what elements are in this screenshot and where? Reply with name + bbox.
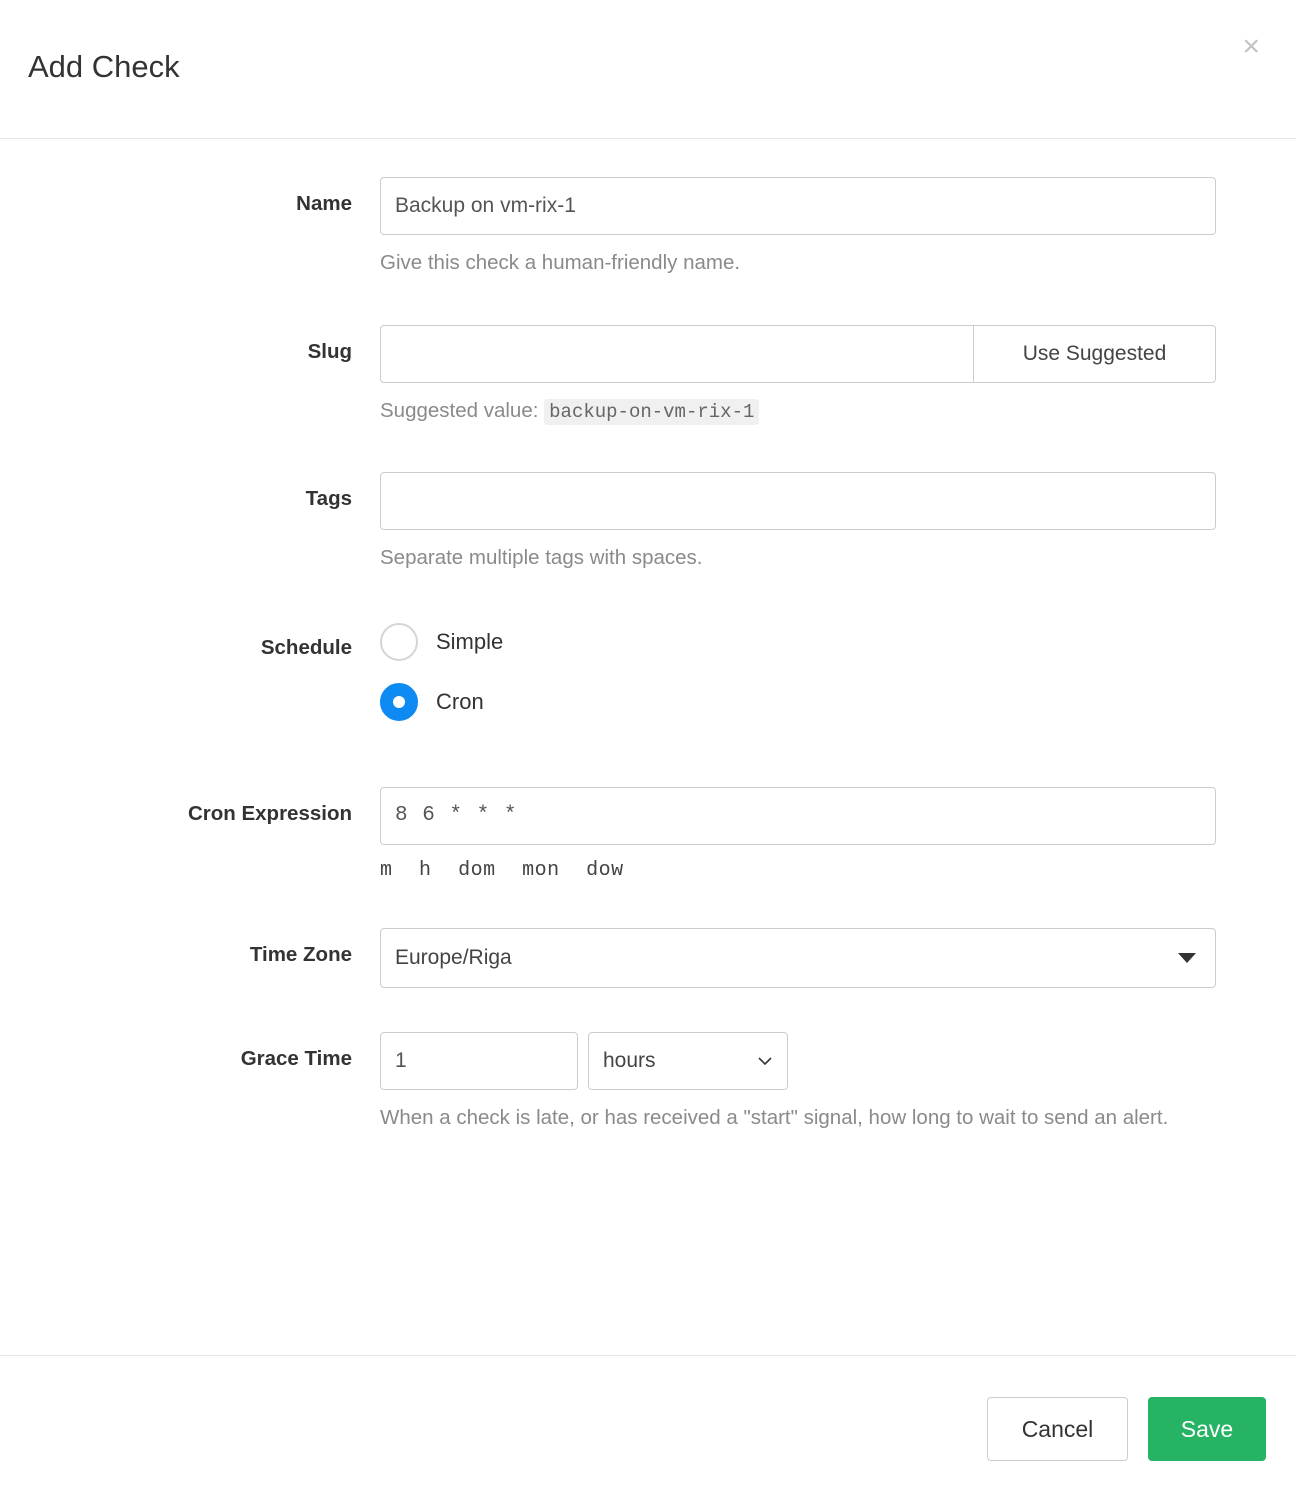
timezone-select-wrap xyxy=(380,928,1216,988)
slug-help-text xyxy=(380,396,1216,427)
tags-label: Tags xyxy=(305,487,352,511)
cron-expression-input[interactable] xyxy=(380,787,1216,845)
field-row-cron xyxy=(0,787,1296,882)
cron-legend-mon: mon xyxy=(522,858,560,882)
cron-legend-dow: dow xyxy=(586,858,624,882)
slug-input[interactable] xyxy=(380,325,973,383)
field-row-name xyxy=(0,177,1296,278)
field-row-timezone xyxy=(0,928,1296,988)
field-row-schedule xyxy=(0,623,1296,743)
slug-input-group xyxy=(380,325,1216,383)
cancel-button[interactable]: Cancel xyxy=(987,1397,1128,1461)
radio-cron-label: Cron xyxy=(436,688,484,714)
slug-suggested-value: backup-on-vm-rix-1 xyxy=(544,399,759,425)
page-title: Add Check xyxy=(28,49,180,84)
schedule-label: Schedule xyxy=(260,635,352,659)
timezone-control xyxy=(380,928,1216,988)
cron-legend-dom: dom xyxy=(458,858,496,882)
cron-legend-h: h xyxy=(419,858,432,882)
name-help-text: Give this check a human-friendly name. xyxy=(380,251,741,274)
cron-legend-m: m xyxy=(380,858,393,882)
tags-input[interactable] xyxy=(380,472,1216,530)
field-row-slug xyxy=(0,325,1296,427)
field-row-tags xyxy=(0,472,1296,573)
slug-label: Slug xyxy=(307,339,352,363)
cron-label: Cron Expression xyxy=(187,801,352,825)
field-row-grace xyxy=(0,1032,1296,1133)
timezone-label: Time Zone xyxy=(249,942,352,966)
dialog-header xyxy=(0,0,1296,139)
grace-unit-wrap xyxy=(588,1032,788,1090)
grace-unit-select[interactable] xyxy=(588,1032,788,1090)
radio-simple-label: Simple xyxy=(436,628,504,654)
grace-value-input[interactable] xyxy=(380,1032,578,1090)
name-label: Name xyxy=(296,192,352,215)
grace-row xyxy=(380,1032,1216,1090)
grace-control xyxy=(380,1032,1216,1133)
slug-help-prefix: Suggested value: xyxy=(380,398,539,422)
radio-simple-icon[interactable] xyxy=(380,623,418,661)
timezone-select[interactable] xyxy=(380,928,1216,988)
radio-cron-icon[interactable] xyxy=(380,683,418,721)
grace-label: Grace Time xyxy=(240,1046,352,1070)
tags-control xyxy=(380,472,1216,573)
save-button[interactable]: Save xyxy=(1148,1397,1266,1461)
tags-help-text: Separate multiple tags with spaces. xyxy=(380,546,703,570)
name-control xyxy=(380,177,1216,278)
schedule-option-cron[interactable] xyxy=(380,683,1216,721)
schedule-control xyxy=(380,623,1216,743)
schedule-option-simple[interactable] xyxy=(380,623,1216,661)
cron-legend xyxy=(380,859,1216,882)
close-icon[interactable]: × xyxy=(1236,28,1266,66)
dialog-footer xyxy=(0,1355,1296,1502)
dialog-body xyxy=(0,139,1296,1355)
cron-control xyxy=(380,787,1216,882)
grace-help-text: When a check is late, or has received a "start" signal, how long to wait to send an alert. xyxy=(380,1105,1169,1129)
name-input[interactable] xyxy=(380,177,1216,235)
slug-control xyxy=(380,325,1216,427)
use-suggested-button[interactable]: Use Suggested xyxy=(973,325,1216,383)
